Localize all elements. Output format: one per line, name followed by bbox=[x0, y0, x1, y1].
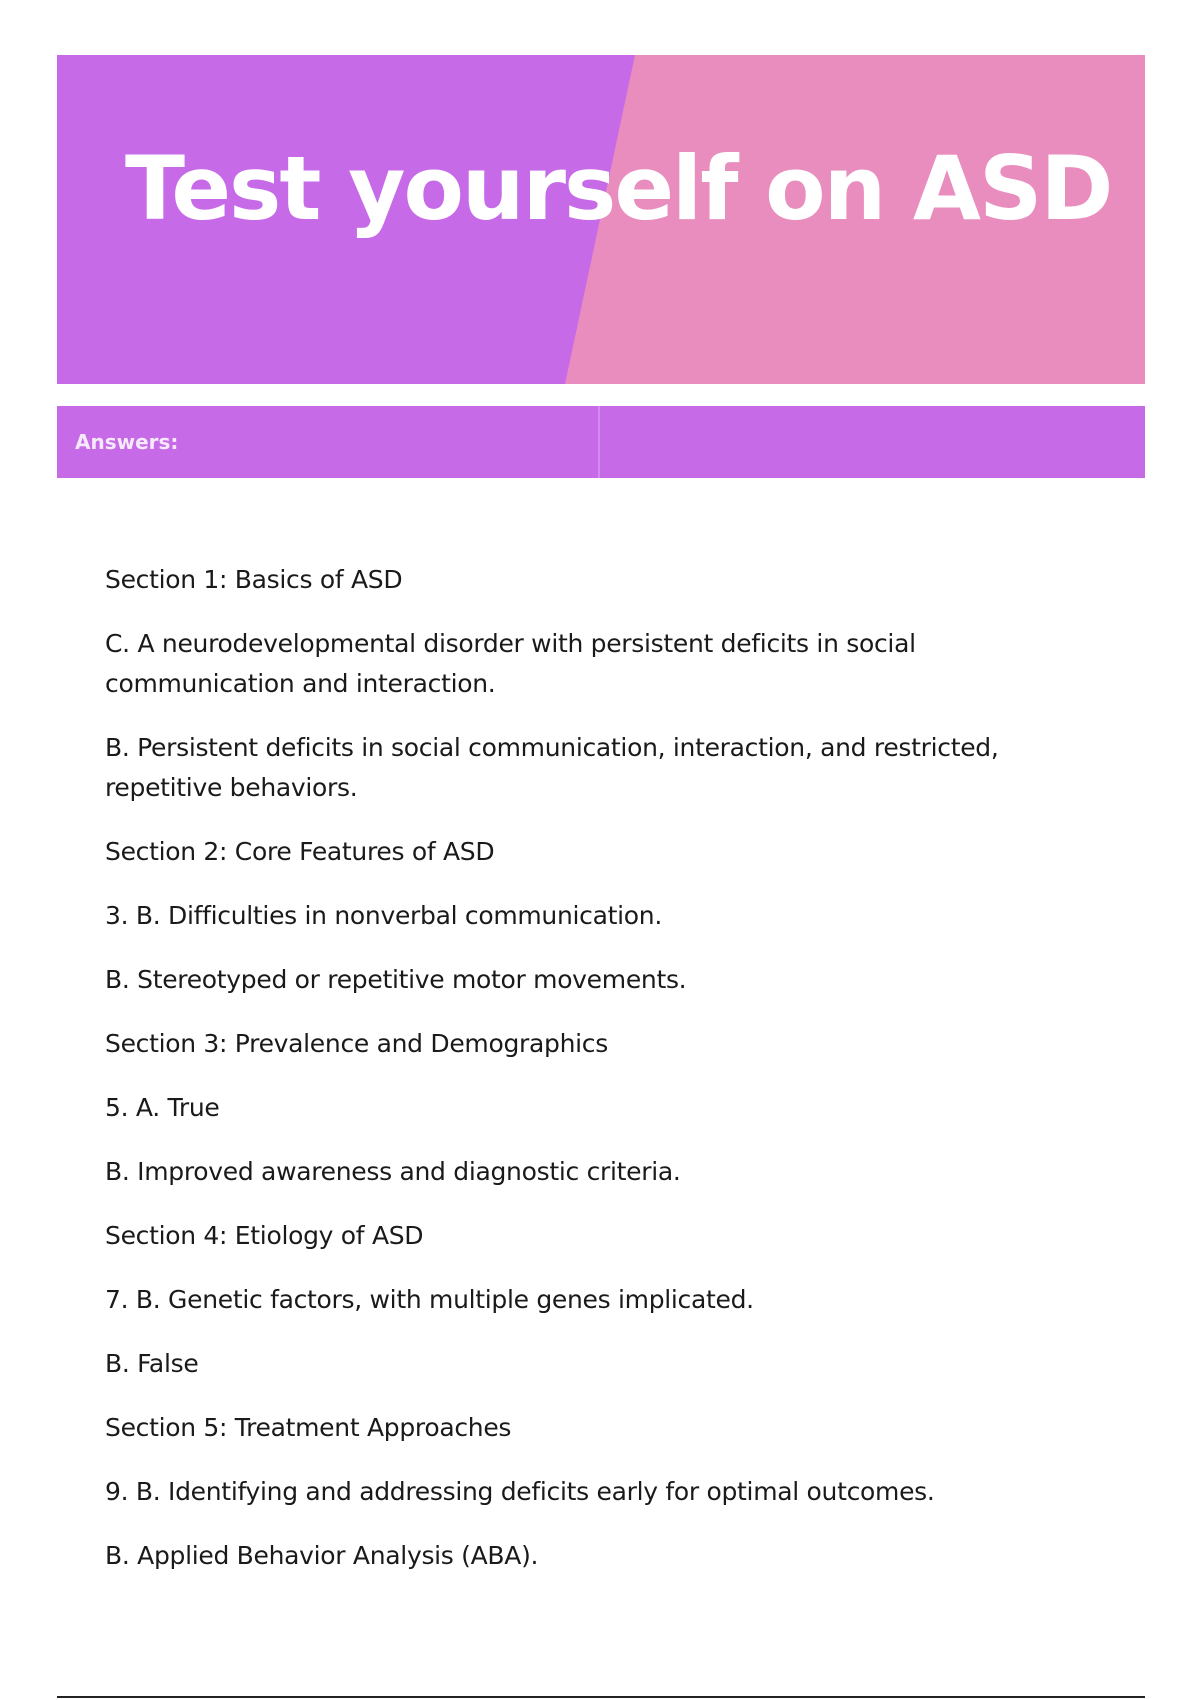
answer-item: B. Improved awareness and diagnostic criteria. bbox=[105, 1157, 681, 1186]
answer-item: 9. B. Identifying and addressing deficits early for optimal outcomes. bbox=[105, 1477, 935, 1506]
answer-item: B. False bbox=[105, 1349, 199, 1378]
answer-item: B. Applied Behavior Analysis (ABA). bbox=[105, 1541, 539, 1570]
answer-item: 7. B. Genetic factors, with multiple genes implicated. bbox=[105, 1285, 754, 1314]
answers-list bbox=[105, 560, 1075, 1600]
section-heading: Section 5: Treatment Approaches bbox=[105, 1413, 512, 1442]
answers-label: Answers: bbox=[75, 430, 179, 454]
page-title: Test yourself on ASD bbox=[125, 137, 1112, 240]
answer-item: 5. A. True bbox=[105, 1093, 220, 1122]
section-heading: Section 1: Basics of ASD bbox=[105, 565, 403, 594]
answers-bar bbox=[57, 406, 1145, 478]
title-banner bbox=[57, 55, 1145, 384]
answers-bar-divider bbox=[598, 406, 600, 478]
answer-item: C. A neurodevelopmental disorder with persistent deficits in social communication and interaction. bbox=[105, 629, 916, 698]
section-heading: Section 3: Prevalence and Demographics bbox=[105, 1029, 608, 1058]
bottom-divider bbox=[57, 1696, 1145, 1698]
answer-item: B. Persistent deficits in social communication, interaction, and restricted, repetitive behaviors. bbox=[105, 733, 999, 802]
answer-item: 3. B. Difficulties in nonverbal communication. bbox=[105, 901, 662, 930]
section-heading: Section 2: Core Features of ASD bbox=[105, 837, 495, 866]
answer-item: B. Stereotyped or repetitive motor movements. bbox=[105, 965, 687, 994]
section-heading: Section 4: Etiology of ASD bbox=[105, 1221, 424, 1250]
